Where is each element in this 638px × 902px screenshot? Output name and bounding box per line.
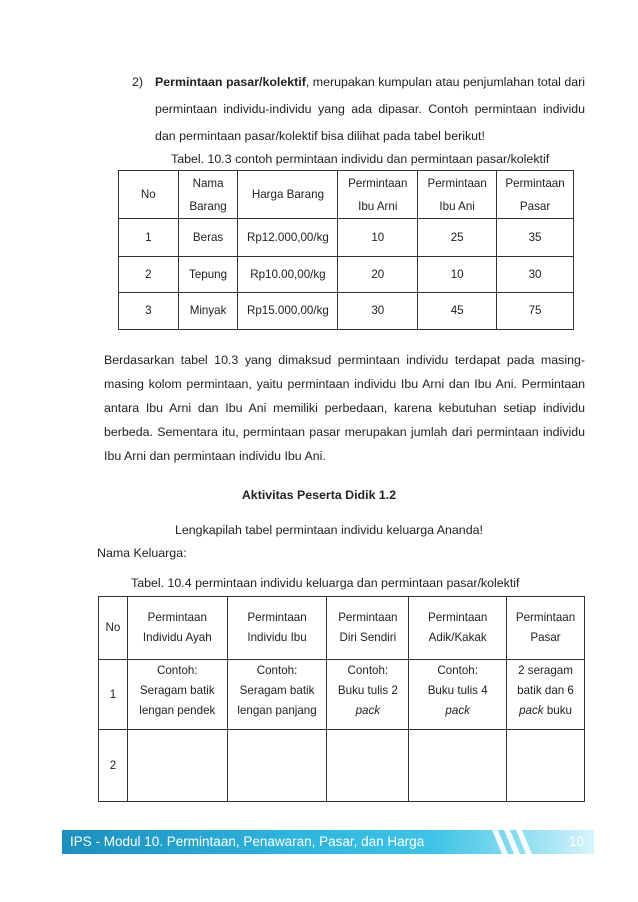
table-cell [507,660,585,730]
table-cell: 30 [497,257,574,293]
table-cell: 2 [99,730,128,802]
list-number: 2) [132,75,144,89]
table-header-row [119,171,574,219]
cell-line: Contoh: [256,664,298,677]
table-cell: Rp12.000,00/kg [238,219,338,257]
table-cell [127,660,227,730]
table-cell: 25 [418,219,497,257]
table-header-cell: Permintaan Diri Sendiri [327,597,409,660]
table-header-cell: Permintaan Individu Ayah [127,597,227,660]
table-cell: 35 [497,219,574,257]
table-cell: 10 [418,257,497,293]
paragraph-line-4: berbeda. Sementara itu, permintaan pasar merupakan jumlah dari permintaan individu [104,425,585,439]
table-cell [227,660,327,730]
section-line-2: permintaan individu-individu yang ada dipasar. Contoh permintaan individu [155,102,585,116]
table-header-cell: Permintaan Pasar [497,171,574,219]
table-cell: 75 [497,293,574,330]
table-cell: 20 [338,257,418,293]
table-cell: 45 [418,293,497,330]
table-cell: Minyak [178,293,238,330]
table-cell [409,730,507,802]
table2 [98,596,585,802]
cell-line: lengan panjang [237,704,317,717]
cell-line: batik dan 6 [517,684,574,697]
table-cell [409,660,507,730]
cell-line [509,701,582,721]
paragraph-line-3: antara Ibu Arni dan Ibu Ani memiliki perbedaan, karena kebutuhan setiap individu [104,401,585,415]
family-name-label: Nama Keluarga: [97,546,187,560]
table-header-cell: No [119,171,179,219]
table-cell: Beras [178,219,238,257]
table-cell: Rp10.00,00/kg [238,257,338,293]
table-header-cell: Harga Barang [238,171,338,219]
cell-line: Seragam batik [139,684,215,697]
pack-word: pack [519,704,544,717]
table-header-cell: Permintaan Ibu Arni [338,171,418,219]
table-header-cell: Nama Barang [178,171,238,219]
cell-line: Buku tulis 2 [337,684,398,697]
table-cell [507,730,585,802]
cell-line: Contoh: [437,664,478,677]
paragraph-line-5: Ibu Arni dan permintaan individu Ibu Ani. [104,449,326,463]
footer-stripes-icon [488,830,548,854]
table-cell [127,730,227,802]
page-number: 10 [568,834,584,849]
table-cell: 3 [119,293,179,330]
cell-line: Contoh: [156,664,198,677]
cell-line: Buku tulis 4 [427,684,488,697]
table-cell [227,730,327,802]
table-header-cell: Permintaan Pasar [507,597,585,660]
buku-word: buku [543,704,572,717]
table-row [99,730,585,802]
table-header-cell: Permintaan Individu Ibu [227,597,327,660]
activity-title: Aktivitas Peserta Didik 1.2 [241,488,397,502]
table2-caption: Tabel. 10.4 permintaan individu keluarga dan permintaan pasar/kolektif [131,576,520,590]
table-cell: 1 [99,660,128,730]
table1-caption: Tabel. 10.3 contoh permintaan individu dan permintaan pasar/kolektif [171,152,550,166]
table-cell: 1 [119,219,179,257]
table1 [118,170,574,330]
section-line-1 [155,70,585,94]
cell-line: pack [445,704,470,717]
table-row [119,293,574,330]
table-header-cell: No [99,597,128,660]
table-cell: Tepung [178,257,238,293]
table-cell: Rp15.000,00/kg [238,293,338,330]
table-cell [327,730,409,802]
table-row [119,257,574,293]
cell-line: Seragam batik [239,684,315,697]
activity-instruction: Lengkapilah tabel permintaan individu keluarga Ananda! [175,523,483,537]
paragraph-line-2: masing kolom permintaan, yaitu permintaan individu Ibu Arni dan Ibu Ani. Permintaan [104,377,585,391]
paragraph-line-1: Berdasarkan tabel 10.3 yang dimaksud permintaan individu terdapat pada masing- [104,353,585,367]
cell-line: lengan pendek [139,704,216,717]
section-line-1-rest: , merupakan kumpulan atau penjumlahan total dari [305,75,585,89]
table-row [119,219,574,257]
table-cell: 30 [338,293,418,330]
table-header-cell: Permintaan Ibu Ani [418,171,497,219]
table-row [99,660,585,730]
table-cell: 10 [338,219,418,257]
table-cell: 2 [119,257,179,293]
footer-banner [62,830,594,854]
section-line-3: dan permintaan pasar/kolektif bisa dilihat pada tabel berikut! [155,129,485,143]
footer-title: IPS - Modul 10. Permintaan, Penawaran, Pasar, dan Harga [70,834,425,849]
cell-line: pack [355,704,381,717]
section-term: Permintaan pasar/kolektif [155,75,306,89]
cell-line: Contoh: [347,664,389,677]
cell-line: 2 seragam [518,664,573,677]
table-header-row [99,597,585,660]
table-cell [327,660,409,730]
table-header-cell: Permintaan Adik/Kakak [409,597,507,660]
